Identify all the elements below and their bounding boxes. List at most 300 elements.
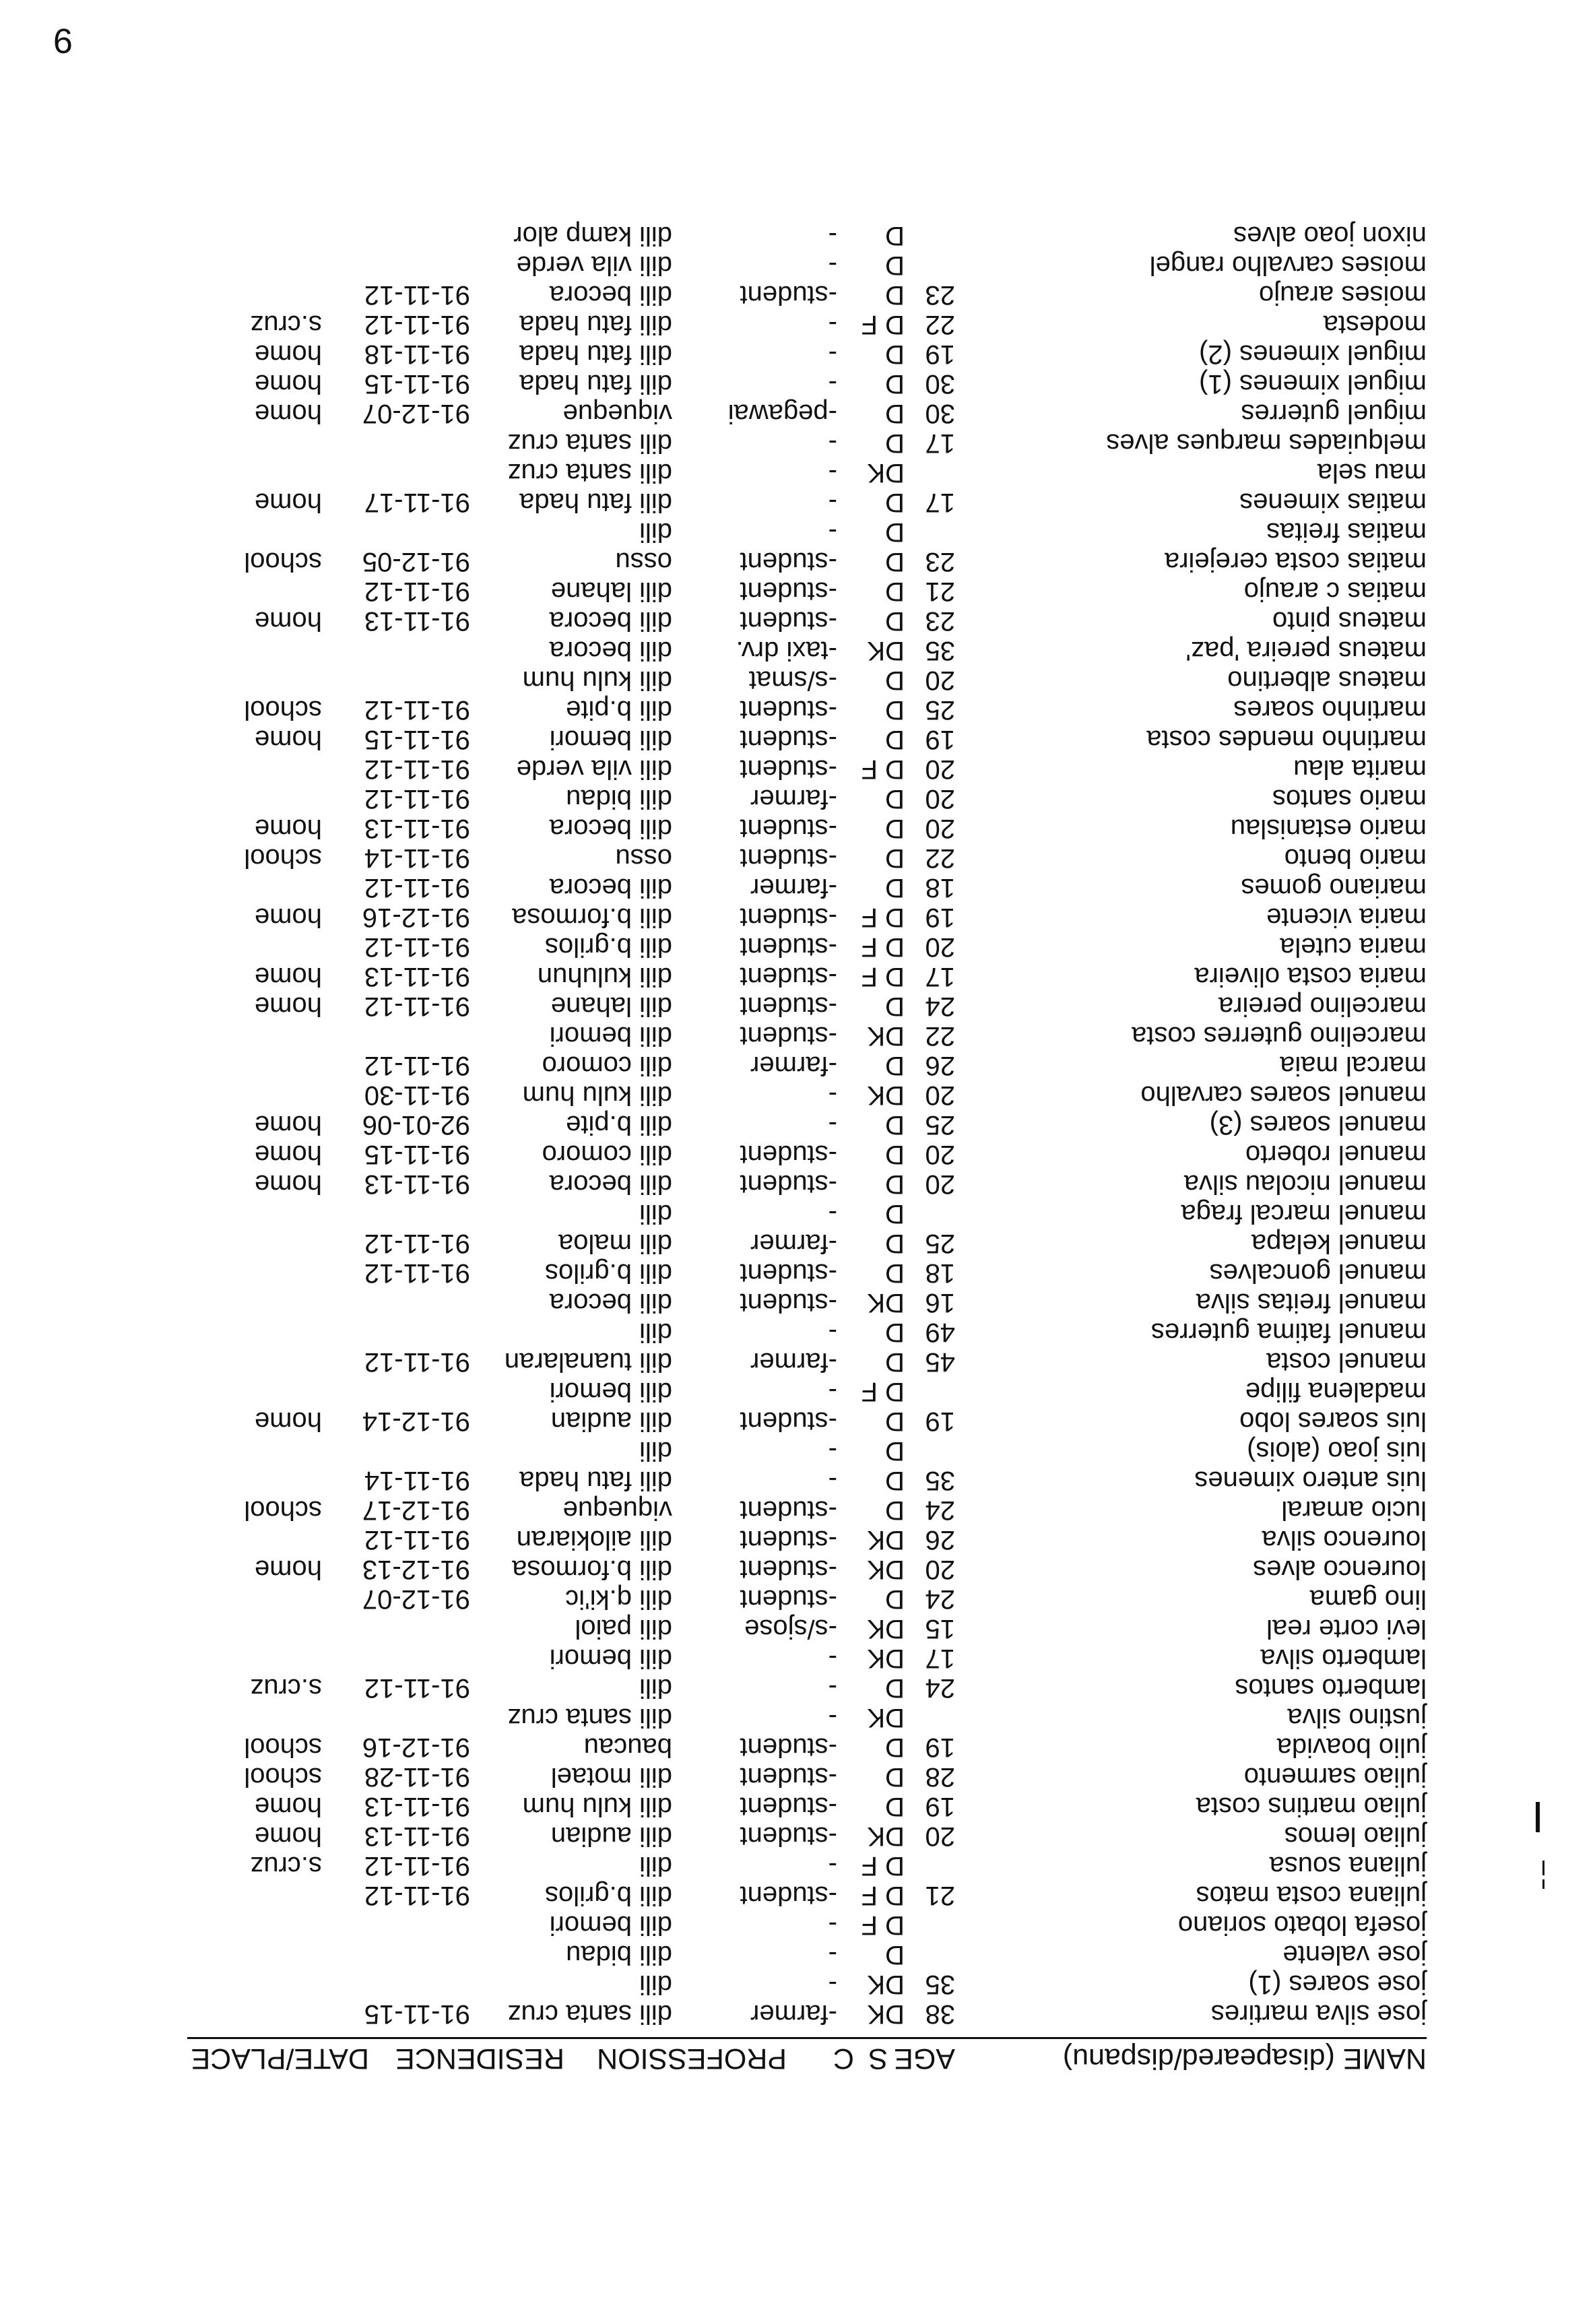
cell-profession: -student: [740, 754, 837, 784]
cell-status: D: [885, 1258, 905, 1288]
cell-residence: dili bidau: [566, 1940, 672, 1970]
cell-date: 91-11-15: [364, 1140, 470, 1169]
header-c: C: [833, 2042, 854, 2075]
table-row: [113, 1140, 1427, 1169]
cell-status: D: [885, 1466, 905, 1495]
table-row: [113, 695, 1427, 725]
cell-name: melquiades marques alves: [1106, 428, 1427, 458]
cell-status: D: [885, 488, 905, 517]
cell-residence: dili kamp alor: [513, 221, 672, 251]
table-row: [113, 843, 1427, 873]
table-row: [113, 1436, 1427, 1466]
cell-status: D: [885, 1407, 905, 1436]
cell-profession: -student: [740, 1140, 837, 1169]
cell-profession: -student: [740, 725, 837, 754]
table-row: [113, 1377, 1427, 1407]
cell-status: D: [885, 1229, 905, 1258]
cell-status: D: [885, 1347, 905, 1377]
cell-date: 91-11-12: [364, 1673, 470, 1703]
cell-residence: dili: [639, 1199, 672, 1229]
cell-name: justino silva: [1287, 1703, 1427, 1733]
cell-residence: baucau: [583, 1733, 672, 1762]
cell-status: D: [885, 1051, 905, 1080]
cell-residence: viqueque: [562, 399, 672, 428]
cell-age: 24: [925, 1584, 955, 1614]
cell-profession: -student: [740, 547, 837, 577]
cell-date: 91-11-12: [364, 310, 470, 340]
table-row: [113, 1169, 1427, 1199]
cell-status: D: [885, 1733, 905, 1762]
cell-age: 16: [925, 1288, 955, 1318]
cell-residence: dili fatu hada: [519, 310, 672, 340]
cell-date: 91-11-12: [364, 1347, 470, 1377]
cell-status: D: [885, 666, 905, 695]
cell-age: 23: [925, 280, 955, 310]
table-row: [113, 221, 1427, 251]
cell-name: mario estanislau: [1230, 814, 1427, 843]
cell-age: 30: [925, 399, 955, 428]
cell-date: 91-12-16: [362, 903, 470, 932]
cell-residence: dili audian: [550, 1407, 672, 1436]
cell-name: juliana costa matos: [1196, 1881, 1427, 1910]
cell-age: 20: [925, 1080, 955, 1110]
table-row: [113, 873, 1427, 903]
table-row: [113, 399, 1427, 428]
cell-date: 91-11-12: [364, 784, 470, 814]
table-row: [113, 784, 1427, 814]
cell-name: lamberto santos: [1235, 1673, 1427, 1703]
cell-date: 91-11-12: [364, 1258, 470, 1288]
cell-place: home: [254, 1110, 322, 1140]
cell-status: DK: [867, 1703, 905, 1733]
cell-status: D: [885, 843, 905, 873]
cell-profession: -: [828, 369, 837, 399]
cell-status: D: [885, 310, 905, 340]
cell-residence: dili becora: [549, 606, 672, 636]
cell-status: D: [885, 577, 905, 606]
cell-status: D: [885, 1910, 905, 1940]
cell-age: 21: [925, 577, 955, 606]
cell-place: home: [254, 1792, 322, 1821]
cell-name: miguel ximenes (1): [1199, 369, 1427, 399]
table-row: [113, 754, 1427, 784]
cell-residence: dili b.grilos: [545, 1881, 672, 1910]
cell-residence: dili b.formosa: [512, 903, 672, 932]
cell-residence: dili: [639, 1318, 672, 1347]
cell-profession: -: [828, 1318, 837, 1347]
header-age: AGE: [894, 2042, 955, 2075]
cell-residence: dili lahane: [550, 577, 672, 606]
cell-residence: dili becora: [549, 1288, 672, 1318]
table-row: [113, 1733, 1427, 1762]
cell-profession: -student: [740, 1792, 837, 1821]
header-s: S: [868, 2042, 888, 2075]
cell-status: DK: [867, 1555, 905, 1584]
cell-name: lino gama: [1309, 1584, 1427, 1614]
cell-status: D: [885, 1377, 905, 1407]
cell-sex: F: [861, 932, 878, 962]
cell-residence: dili kulu hum: [522, 1792, 672, 1821]
cell-age: 35: [925, 636, 955, 666]
cell-age: 20: [925, 1140, 955, 1169]
cell-profession: -: [828, 458, 837, 488]
cell-date: 91-11-12: [364, 1851, 470, 1881]
cell-status: D: [885, 962, 905, 992]
cell-name: nixon joao alves: [1233, 221, 1427, 251]
header-residence: RESIDENCE: [395, 2042, 564, 2075]
cell-age: 38: [925, 1999, 955, 2029]
table-row: [113, 1614, 1427, 1644]
cell-profession: -farmer: [750, 784, 837, 814]
cell-status: D: [885, 814, 905, 843]
cell-date: 91-11-12: [364, 1229, 470, 1258]
cell-residence: dili kuluhun: [537, 962, 672, 992]
cell-status: D: [885, 1673, 905, 1703]
cell-profession: -taxi drv.: [736, 636, 837, 666]
cell-date: 91-11-15: [364, 1999, 470, 2029]
cell-residence: dili fatu hada: [519, 488, 672, 517]
cell-date: 91-11-30: [364, 1080, 470, 1110]
cell-residence: dili audian: [550, 1821, 672, 1851]
table-row: [113, 310, 1427, 340]
cell-status: D: [885, 1792, 905, 1821]
cell-name: mau sela: [1317, 458, 1427, 488]
cell-age: 49: [925, 1318, 955, 1347]
cell-place: home: [254, 992, 322, 1021]
cell-age: 20: [925, 932, 955, 962]
cell-residence: dili vila verde: [516, 251, 672, 280]
cell-name: jose silva martires: [1210, 1999, 1427, 2029]
cell-profession: -student: [740, 577, 837, 606]
cell-date: 91-11-14: [364, 843, 470, 873]
cell-age: 22: [925, 843, 955, 873]
cell-name: mario santos: [1272, 784, 1427, 814]
cell-status: D: [885, 1584, 905, 1614]
table-row: [113, 903, 1427, 932]
table-row: [113, 488, 1427, 517]
cell-profession: -: [828, 1703, 837, 1733]
cell-age: 17: [925, 428, 955, 458]
cell-residence: dili b.pite: [566, 695, 672, 725]
cell-profession: -student: [740, 1881, 837, 1910]
cell-residence: dili q.ki'ic: [565, 1584, 672, 1614]
cell-sex: F: [861, 754, 878, 784]
cell-date: 91-12-07: [362, 1584, 470, 1614]
cell-status: D: [885, 428, 905, 458]
table-row: [113, 1466, 1427, 1495]
header-name: NAME (disapeared/dispanu): [1062, 2042, 1427, 2075]
table-row: [113, 814, 1427, 843]
cell-status: D: [885, 221, 905, 251]
cell-place: home: [254, 399, 322, 428]
cell-residence: dili comoro: [542, 1051, 672, 1080]
cell-name: juliana sousa: [1269, 1851, 1427, 1881]
cell-date: 91-11-13: [364, 606, 470, 636]
cell-age: 25: [925, 1229, 955, 1258]
cell-profession: -: [828, 1851, 837, 1881]
cell-date: 91-11-12: [364, 1881, 470, 1910]
cell-residence: dili b.formosa: [512, 1555, 672, 1584]
cell-date: 91-11-12: [364, 873, 470, 903]
cell-profession: -student: [740, 1021, 837, 1051]
cell-date: 91-11-12: [364, 932, 470, 962]
cell-date: 91-11-13: [364, 1792, 470, 1821]
cell-age: 20: [925, 1555, 955, 1584]
cell-name: josefa lobato soriano: [1177, 1910, 1427, 1940]
cell-residence: dili: [639, 1673, 672, 1703]
table-row: [113, 1584, 1427, 1614]
cell-status: DK: [867, 1999, 905, 2029]
cell-profession: -: [828, 1644, 837, 1673]
cell-status: DK: [867, 1525, 905, 1555]
cell-date: 91-11-12: [364, 1525, 470, 1555]
cell-name: matias c araujo: [1243, 577, 1427, 606]
cell-profession: -student: [740, 1584, 837, 1614]
table-row: [113, 992, 1427, 1021]
table-row: [113, 369, 1427, 399]
cell-date: 91-11-14: [364, 1466, 470, 1495]
scan-mark: [1542, 1879, 1544, 1889]
cell-date: 91-12-13: [362, 1555, 470, 1584]
cell-age: 19: [925, 725, 955, 754]
cell-profession: -pegawai: [727, 399, 837, 428]
cell-name: manuel fatima guterres: [1150, 1318, 1427, 1347]
cell-status: D: [885, 725, 905, 754]
cell-status: D: [885, 932, 905, 962]
cell-residence: dili kulu hum: [522, 1080, 672, 1110]
cell-status: D: [885, 1140, 905, 1169]
cell-name: manuel kelapa: [1251, 1229, 1427, 1258]
table-row: [113, 577, 1427, 606]
cell-status: DK: [867, 1614, 905, 1644]
cell-name: marcelino guterres costa: [1132, 1021, 1427, 1051]
cell-profession: -student: [740, 1525, 837, 1555]
cell-name: juliao lemos: [1284, 1821, 1427, 1851]
cell-age: 25: [925, 1110, 955, 1140]
cell-profession: -s/sjose: [744, 1614, 837, 1644]
cell-profession: -: [828, 221, 837, 251]
cell-age: 23: [925, 547, 955, 577]
cell-name: manuel soares carvalho: [1140, 1080, 1427, 1110]
cell-residence: dili bidau: [566, 784, 672, 814]
cell-name: matias ximenes: [1239, 488, 1427, 517]
cell-name: manuel roberto: [1245, 1140, 1427, 1169]
cell-name: manuel soares (3): [1209, 1110, 1427, 1140]
cell-age: 24: [925, 1495, 955, 1525]
cell-name: miguel ximenes (2): [1199, 340, 1427, 369]
cell-residence: dili comoro: [542, 1140, 672, 1169]
cell-residence: dili fatu hada: [519, 340, 672, 369]
cell-residence: dili bemori: [549, 725, 672, 754]
cell-place: home: [254, 1407, 322, 1436]
cell-profession: -student: [740, 1169, 837, 1199]
cell-age: 19: [925, 340, 955, 369]
header-dateplace: DATE/PLACE: [191, 2042, 369, 2075]
table-row: [113, 1051, 1427, 1080]
cell-profession: -: [828, 1910, 837, 1940]
cell-name: manuel nicolau silva: [1183, 1169, 1427, 1199]
cell-place: home: [254, 1140, 322, 1169]
table-body: [113, 221, 1427, 2029]
header-rule: [187, 2037, 1427, 2039]
table-row: [113, 428, 1427, 458]
cell-residence: dili becora: [549, 1169, 672, 1199]
cell-name: maria cutela: [1280, 932, 1427, 962]
cell-name: juliao martins costa: [1196, 1792, 1427, 1821]
table-row: [113, 1407, 1427, 1436]
cell-residence: dili ailokiaran: [516, 1525, 672, 1555]
cell-residence: dili: [639, 517, 672, 547]
cell-age: 35: [925, 1970, 955, 1999]
cell-profession: -student: [740, 695, 837, 725]
cell-status: D: [885, 1436, 905, 1466]
cell-residence: dili bemori: [549, 1910, 672, 1940]
cell-date: 91-11-12: [364, 577, 470, 606]
cell-profession: -student: [740, 1821, 837, 1851]
cell-status: D: [885, 517, 905, 547]
cell-date: 91-11-12: [364, 992, 470, 1021]
cell-sex: F: [861, 903, 878, 932]
cell-profession: -farmer: [750, 1999, 837, 2029]
table-row: [113, 1821, 1427, 1851]
cell-residence: ossu: [615, 843, 672, 873]
cell-profession: -: [828, 1199, 837, 1229]
cell-profession: -student: [740, 1733, 837, 1762]
table-row: [113, 1555, 1427, 1584]
cell-status: D: [885, 369, 905, 399]
cell-sex: F: [861, 310, 878, 340]
table-row: [113, 1347, 1427, 1377]
cell-name: lamberto silva: [1260, 1644, 1427, 1673]
cell-profession: -student: [740, 814, 837, 843]
cell-residence: dili: [639, 1851, 672, 1881]
table-header: [113, 2034, 1427, 2075]
cell-name: manuel freitas silva: [1196, 1288, 1427, 1318]
cell-name: lucio amaral: [1281, 1495, 1427, 1525]
cell-residence: dili motael: [550, 1762, 672, 1792]
cell-residence: dili tuanalaran: [504, 1347, 672, 1377]
cell-name: marita alau: [1293, 754, 1427, 784]
cell-profession: -: [828, 1377, 837, 1407]
cell-residence: dili fatu hada: [519, 369, 672, 399]
table-row: [113, 1881, 1427, 1910]
cell-name: luis soares lobo: [1239, 1407, 1427, 1436]
cell-place: home: [254, 903, 322, 932]
cell-date: 91-11-12: [364, 280, 470, 310]
header-profession: PROFESSION: [597, 2042, 787, 2075]
cell-profession: -: [828, 488, 837, 517]
cell-place: s.cruz: [250, 1673, 322, 1703]
cell-status: D: [885, 1495, 905, 1525]
page-number: 9: [53, 21, 73, 60]
cell-profession: -student: [740, 1495, 837, 1525]
cell-profession: -: [828, 1436, 837, 1466]
cell-status: D: [885, 754, 905, 784]
cell-status: D: [885, 1110, 905, 1140]
cell-age: 20: [925, 1821, 955, 1851]
table-row: [113, 1940, 1427, 1970]
cell-name: mariano gomes: [1241, 873, 1427, 903]
cell-name: jose valente: [1282, 1940, 1427, 1970]
cell-status: D: [885, 695, 905, 725]
cell-place: home: [254, 369, 322, 399]
cell-name: luis antero ximenes: [1194, 1466, 1427, 1495]
cell-status: D: [885, 903, 905, 932]
cell-age: 21: [925, 1881, 955, 1910]
cell-residence: dili santa cruz: [507, 1703, 672, 1733]
cell-age: 26: [925, 1051, 955, 1080]
cell-date: 91-11-12: [364, 1051, 470, 1080]
table-row: [113, 1792, 1427, 1821]
cell-name: marcal maia: [1280, 1051, 1427, 1080]
cell-place: home: [254, 725, 322, 754]
cell-age: 20: [925, 814, 955, 843]
cell-name: manuel marcal fraga: [1181, 1199, 1427, 1229]
table-row: [113, 1021, 1427, 1051]
cell-residence: dili becora: [549, 814, 672, 843]
cell-sex: F: [861, 1910, 878, 1940]
table-row: [113, 1318, 1427, 1347]
cell-profession: -student: [740, 280, 837, 310]
cell-place: home: [254, 488, 322, 517]
cell-name: mateus albertino: [1227, 666, 1427, 695]
cell-place: home: [254, 962, 322, 992]
cell-age: 19: [925, 903, 955, 932]
cell-age: 30: [925, 369, 955, 399]
cell-age: 19: [925, 1792, 955, 1821]
cell-status: DK: [867, 1821, 905, 1851]
table-row: [113, 1762, 1427, 1792]
scan-mark: [1536, 1802, 1540, 1832]
cell-residence: dili vila verde: [516, 754, 672, 784]
cell-status: D: [885, 606, 905, 636]
cell-place: home: [254, 1555, 322, 1584]
cell-profession: -farmer: [750, 873, 837, 903]
table-row: [113, 280, 1427, 310]
cell-residence: dili kulu hum: [522, 666, 672, 695]
cell-profession: -student: [740, 1555, 837, 1584]
table-row: [113, 340, 1427, 369]
cell-name: matias costa cerejeira: [1164, 547, 1427, 577]
cell-age: 19: [925, 1733, 955, 1762]
cell-sex: F: [861, 962, 878, 992]
table-row: [113, 1910, 1427, 1940]
cell-status: DK: [867, 636, 905, 666]
cell-profession: -: [828, 1080, 837, 1110]
cell-age: 19: [925, 1407, 955, 1436]
table-row: [113, 932, 1427, 962]
cell-profession: -farmer: [750, 1229, 837, 1258]
cell-date: 91-11-12: [364, 754, 470, 784]
cell-sex: F: [861, 1377, 878, 1407]
cell-profession: -student: [740, 992, 837, 1021]
cell-name: lourenco alves: [1253, 1555, 1427, 1584]
cell-status: D: [885, 1851, 905, 1881]
cell-residence: dili b.pite: [566, 1110, 672, 1140]
table-row: [113, 1851, 1427, 1881]
cell-date: 91-11-13: [364, 1169, 470, 1199]
cell-age: 25: [925, 695, 955, 725]
table-row: [113, 547, 1427, 577]
cell-place: s.cruz: [250, 1851, 322, 1881]
cell-profession: -student: [740, 843, 837, 873]
cell-name: jose soares (1): [1248, 1970, 1427, 1999]
cell-age: 20: [925, 1169, 955, 1199]
table-row: [113, 1703, 1427, 1733]
cell-residence: dili santa cruz: [507, 428, 672, 458]
cell-age: 24: [925, 992, 955, 1021]
cell-profession: -farmer: [750, 1347, 837, 1377]
